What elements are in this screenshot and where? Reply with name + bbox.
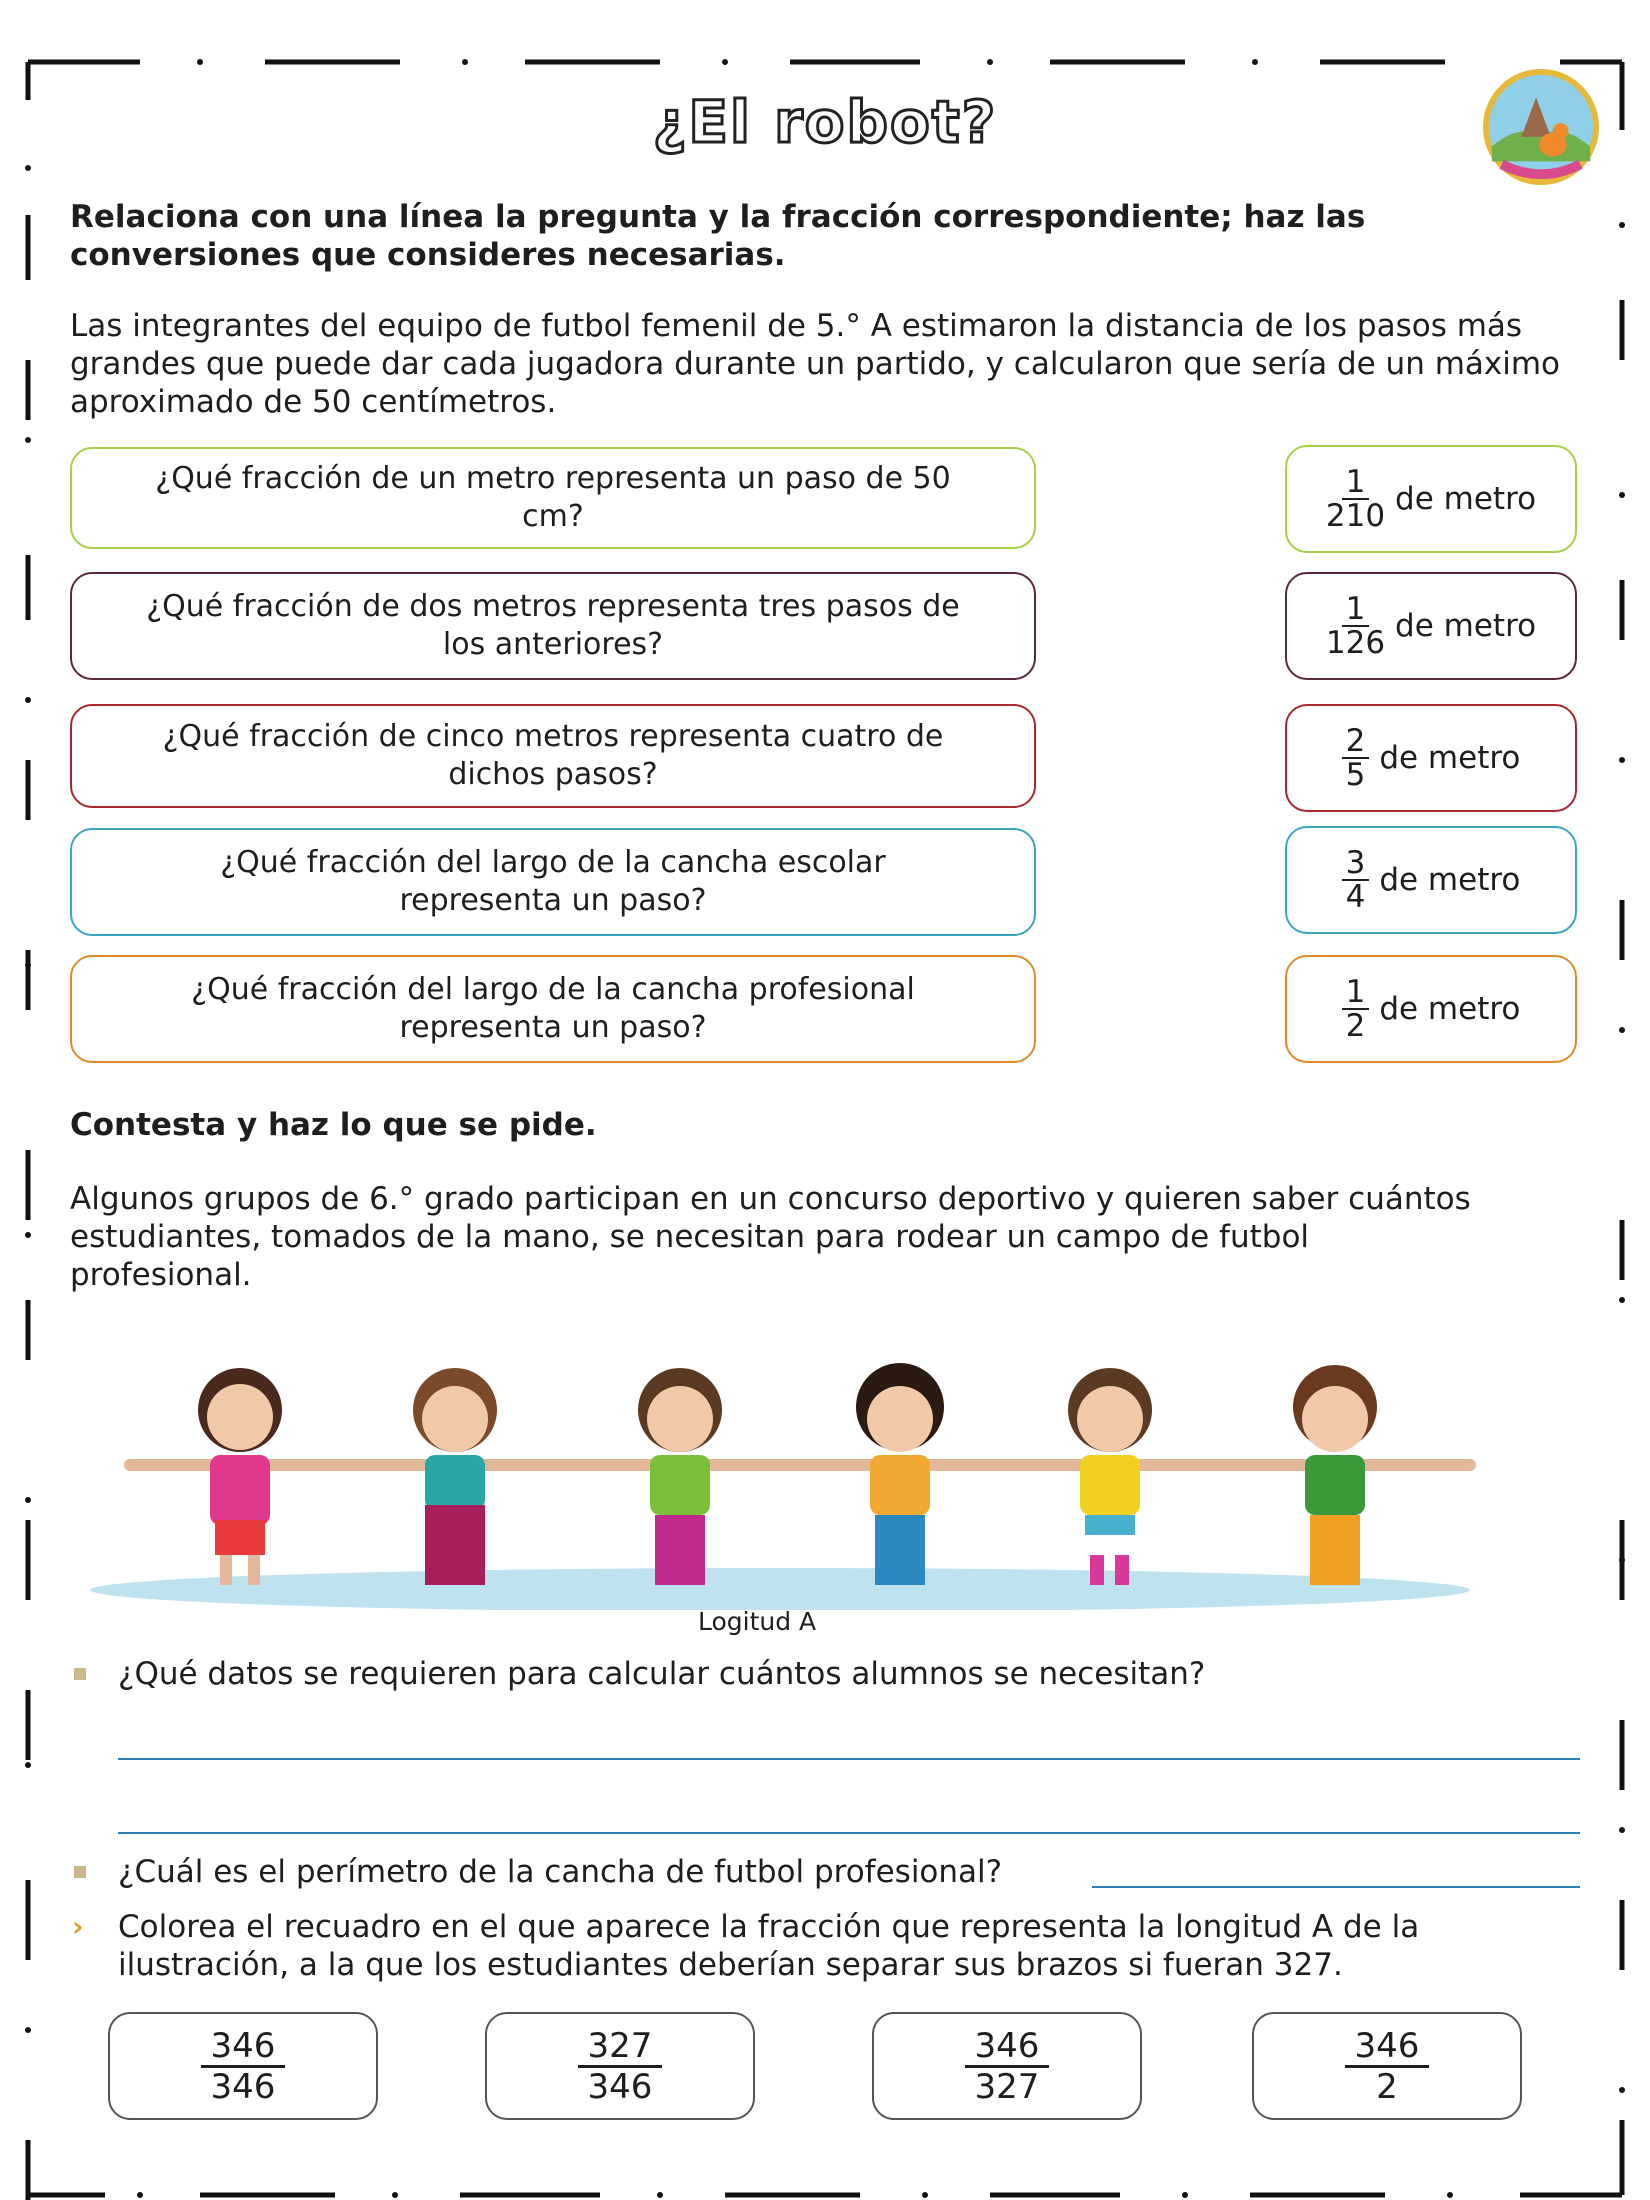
fraction: $\frac{2}{5}$ <box>1342 725 1370 791</box>
fraction: 327 346 <box>578 2027 663 2106</box>
arrow-icon: › <box>72 1910 84 1943</box>
question-box-5[interactable] <box>70 955 1036 1063</box>
fraction: $\frac{3}{4}$ <box>1342 847 1370 913</box>
logo-icon <box>1482 68 1600 186</box>
instruction-2: Contesta y haz lo que se pide. <box>70 1107 597 1143</box>
fraction: $\frac{1}{210}$ <box>1325 464 1386 534</box>
question-color-box: Colorea el recuadro en el que aparece la fracción que representa la longitud A de la ilustración, a la que los estudiantes deberían separar sus brazos si fueran 327. <box>118 1909 1420 1983</box>
fraction-option-2[interactable] <box>485 2012 755 2120</box>
fraction: $\frac{1}{2}$ <box>1342 976 1370 1042</box>
fraction-option-4[interactable] <box>1252 2012 1522 2120</box>
question-box-2[interactable] <box>70 572 1036 680</box>
bullet-icon <box>74 1866 86 1878</box>
answer-box-5[interactable] <box>1285 955 1577 1063</box>
fraction: $\frac{1}{126}$ <box>1325 591 1386 661</box>
answer-box-3[interactable] <box>1285 704 1577 812</box>
fraction: 346 327 <box>965 2027 1050 2106</box>
bullet-icon <box>74 1668 86 1680</box>
children-holding-hands-illustration <box>80 1315 1500 1610</box>
unit-label: de metro <box>1379 991 1521 1027</box>
fraction: 346 2 <box>1345 2027 1430 2106</box>
question-text: ¿Qué fracción de un metro representa un paso de 50 cm? <box>155 461 951 534</box>
question-text: ¿Qué fracción de dos metros representa tres pasos de los anteriores? <box>146 589 960 662</box>
question-data-needed: ¿Qué datos se requieren para calcular cuántos alumnos se necesitan? <box>118 1656 1206 1692</box>
unit-label: de metro <box>1395 608 1537 644</box>
intro-paragraph-2: Algunos grupos de 6.° grado participan en un concurso deportivo y quieren saber cuántos estudiantes, tomados de la mano, se necesitan para rodear un campo de futbol profesional. <box>70 1181 1471 1293</box>
answer-box-1[interactable] <box>1285 445 1577 553</box>
question-box-4[interactable] <box>70 828 1036 936</box>
answer-box-2[interactable] <box>1285 572 1577 680</box>
unit-label: de metro <box>1395 481 1537 517</box>
fraction: 346 346 <box>201 2027 286 2106</box>
question-box-3[interactable] <box>70 704 1036 808</box>
illustration-caption: Logitud A <box>698 1607 817 1636</box>
answer-box-4[interactable] <box>1285 826 1577 934</box>
fraction-option-3[interactable] <box>872 2012 1142 2120</box>
question-box-1[interactable] <box>70 447 1036 549</box>
question-text: ¿Qué fracción del largo de la cancha escolar representa un paso? <box>220 845 886 918</box>
intro-paragraph-1: Las integrantes del equipo de futbol femenil de 5.° A estimaron la distancia de los pasos más grandes que puede dar cada jugadora durante un partido, y calcularon que sería de un máximo aproximado de 50 centímetros. <box>70 308 1561 420</box>
unit-label: de metro <box>1379 862 1521 898</box>
fraction-option-1[interactable] <box>108 2012 378 2120</box>
page-title: ¿El robot? <box>652 88 998 156</box>
answer-line-2[interactable] <box>118 1832 1580 1834</box>
instruction-1: Relaciona con una línea la pregunta y la fracción correspondiente; haz las conversiones que consideres necesarias. <box>70 199 1366 273</box>
question-text: ¿Qué fracción del largo de la cancha profesional representa un paso? <box>191 972 915 1045</box>
question-perimeter: ¿Cuál es el perímetro de la cancha de futbol profesional? <box>118 1854 1003 1890</box>
answer-line-1[interactable] <box>118 1758 1580 1760</box>
unit-label: de metro <box>1379 740 1521 776</box>
perimeter-answer-line[interactable] <box>1092 1886 1580 1888</box>
question-text: ¿Qué fracción de cinco metros representa cuatro de dichos pasos? <box>162 719 944 792</box>
